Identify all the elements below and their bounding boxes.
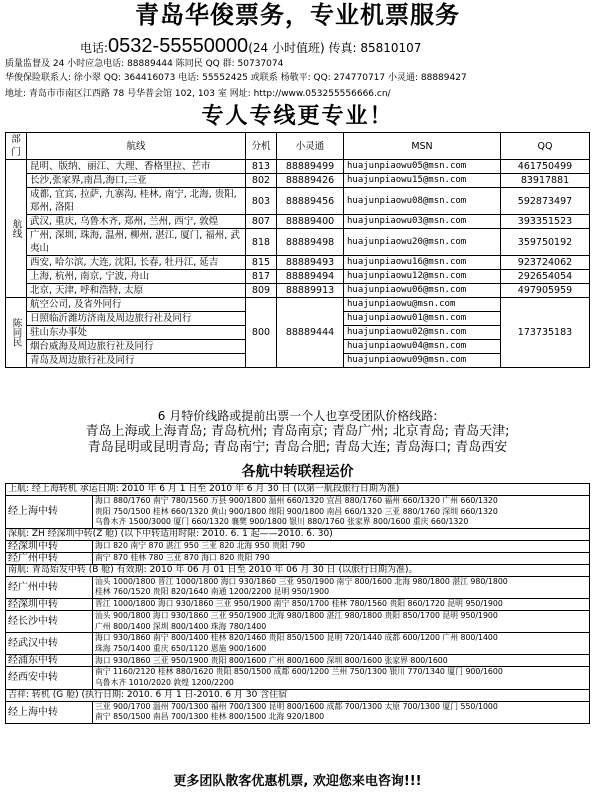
ext-cell: 802 — [246, 174, 277, 188]
fare-list — [93, 540, 590, 552]
msn-cell: huajunpiaowu16@msn.com — [344, 256, 501, 270]
fare-row — [6, 552, 590, 564]
route-cell: 武汉, 重庆, 乌鲁木齐, 郑州, 兰州, 西宁, 敦煌 — [27, 215, 246, 229]
col-qq: QQ — [501, 133, 590, 160]
table-row — [6, 215, 590, 229]
col-pas: 小灵通 — [277, 133, 344, 160]
route-cell: 昆明、版纳、丽江、大理、香格里拉、芒市 — [27, 160, 246, 174]
supervision-line: 质量监督及 24 小时应急电话: 88889444 陈同民 QQ 群: 50737074 — [5, 59, 284, 69]
qq-cell: 292654054 — [501, 270, 590, 284]
fare-line: 海口 880/1760 南宁 780/1560 万县 900/1800 温州 660/1320 宜昌 880/1760 福州 660/1320 广州 660/1320 — [95, 496, 498, 505]
qq-cell: 497905959 — [501, 284, 590, 298]
agency-msn-cell: huajunpiaowu@msn.com — [344, 298, 501, 312]
agency-route-cell: 青岛及周边旅行社及同行 — [27, 354, 246, 368]
fare-row — [6, 655, 590, 667]
page-title: 青岛华俊票务，专业机票服务 — [135, 1, 460, 29]
transfer-hub: 经深圳中转 — [6, 540, 93, 552]
msn-cell: huajunpiaowu06@msn.com — [344, 284, 501, 298]
fare-line: 贵阳 750/1500 桂林 660/1320 黄山 900/1800 绵阳 900/1800 南昌 660/1320 三亚 880/1760 深圳 660/1320 — [95, 506, 498, 516]
fare-line: 汕头 1000/1800 晋江 1000/1800 海口 930/1860 三亚 950/1900 南宁 800/1600 北海 980/1800 湛江 980/1800 — [95, 576, 508, 586]
col-dept: 部门 — [6, 133, 27, 160]
airline-header-row — [6, 564, 590, 576]
fare-list — [93, 576, 590, 598]
route-cell: 西安, 哈尔滨, 大连, 沈阳, 长春, 牡丹江, 延吉 — [27, 256, 246, 270]
pas-cell: 88889499 — [277, 160, 344, 174]
fare-row — [6, 610, 590, 632]
airline-header-row — [6, 689, 590, 701]
special-offer-intro: 6 月特价线路或提前出票一个人也享受团队价格线路: — [157, 409, 438, 423]
fare-row — [6, 667, 590, 689]
pas-cell: 88889400 — [277, 215, 344, 229]
fare-line: 广州 800/1400 深圳 800/1400 珠海 780/1400 — [95, 621, 267, 631]
fare-row — [6, 576, 590, 598]
airline-header-text: 南航: 青岛始发中转 (B 舱) 有效期: 2010 年 06 月 01 日至 2010 年 06 月 30 日 (以旅行日期为准)。 — [6, 564, 590, 576]
fare-row — [6, 496, 590, 529]
fare-row — [6, 598, 590, 610]
msn-cell: huajunpiaowu03@msn.com — [344, 215, 501, 229]
qq-cell: 393351523 — [501, 215, 590, 229]
transfer-section-title: 各航中转联程运价 — [241, 464, 354, 480]
airline-header-row — [6, 484, 590, 496]
agency-qq-cell: 173735183 — [501, 298, 590, 368]
pas-cell: 88889426 — [277, 174, 344, 188]
pas-cell: 88889913 — [277, 284, 344, 298]
fare-list — [93, 701, 590, 723]
fare-line: 三亚 900/1700 温州 700/1300 福州 700/1300 昆明 800/1600 成都 700/1300 太原 700/1300 厦门 550/1000 — [95, 701, 498, 711]
agency-route-cell: 日照临沂潍坊济南及周边旅行社及同行 — [27, 312, 246, 326]
ext-cell: 815 — [246, 256, 277, 270]
qq-cell: 359750192 — [501, 229, 590, 256]
table-row — [6, 298, 590, 312]
fare-line: 乌鲁木齐 1010/2020 敦煌 1200/2200 — [95, 677, 234, 687]
table-row — [6, 174, 590, 188]
phone-note: (24 小时值班) — [248, 41, 325, 55]
msn-cell: huajunpiaowu08@msn.com — [344, 188, 501, 215]
phone-number: 0532-55550000 — [108, 35, 249, 57]
dept-cell-agency: 陈同民 — [6, 298, 27, 368]
ext-cell: 807 — [246, 215, 277, 229]
transfer-hub: 经上海中转 — [6, 701, 93, 723]
transfer-hub: 经广州中转 — [6, 552, 93, 564]
fare-list — [93, 496, 590, 529]
table-row — [6, 229, 590, 256]
routes-table-header — [6, 133, 590, 160]
fare-line: 海口 820 南宁 870 湛江 950 三亚 820 北海 950 贵阳 790 — [95, 540, 306, 550]
fare-list — [93, 552, 590, 564]
agency-msn-cell: huajunpiaowu02@msn.com — [344, 326, 501, 340]
address-line: 地址: 青岛市市南区江西路 78 号华普会馆 102, 103 室 网址: http://www.053255556666.cn/ — [5, 89, 391, 99]
ext-cell: 817 — [246, 270, 277, 284]
airline-header-row — [6, 528, 590, 540]
transfer-hub: 经西安中转 — [6, 667, 93, 689]
agency-route-cell: 驻山东办事处 — [27, 326, 246, 340]
ext-cell: 803 — [246, 188, 277, 215]
agency-msn-cell: huajunpiaowu09@msn.com — [344, 354, 501, 368]
pas-cell: 88889494 — [277, 270, 344, 284]
fare-list — [93, 610, 590, 632]
fare-row — [6, 701, 590, 723]
qq-cell: 83917881 — [501, 174, 590, 188]
msn-cell: huajunpiaowu05@msn.com — [344, 160, 501, 174]
route-cell: 长沙,张家界,南昌,海口,三亚 — [27, 174, 246, 188]
fax-label: 传真: — [328, 41, 357, 55]
fare-line: 汕头 900/1800 海口 930/1860 三亚 950/1900 北海 980/1800 湛江 980/1800 贵阳 850/1700 昆明 950/1900 — [95, 610, 498, 620]
agency-msn-cell: huajunpiaowu04@msn.com — [344, 340, 501, 354]
route-cell: 广州, 深圳, 珠海, 温州, 柳州, 湛江, 厦门, 福州, 武夷山 — [27, 229, 246, 256]
agency-pas-cell: 88889444 — [277, 298, 344, 368]
route-cell: 上海, 杭州, 南京, 宁波, 舟山 — [27, 270, 246, 284]
ext-cell: 813 — [246, 160, 277, 174]
col-ext: 分机 — [246, 133, 277, 160]
special-offer-routes-1: 青岛上海或上海青岛; 青岛杭州; 青岛南京; 青岛广州; 北京青岛; 青岛天津; — [85, 424, 510, 439]
col-msn: MSN — [344, 133, 501, 160]
slogan: 专人专线更专业！ — [201, 104, 394, 129]
fare-list — [93, 598, 590, 610]
phone-line — [80, 36, 421, 58]
footer-message: 更多团队散客优惠机票, 欢迎您来电咨询!!! — [173, 774, 422, 789]
fare-line: 桂林 760/1520 贵阳 820/1640 南通 1200/2200 昆明 950/1900 — [95, 587, 330, 597]
fare-list — [93, 667, 590, 689]
fare-line: 南宁 870 桂林 780 三亚 870 海口 820 贵阳 790 — [95, 552, 270, 562]
table-row — [6, 160, 590, 174]
table-row — [6, 256, 590, 270]
qq-cell: 461750499 — [501, 160, 590, 174]
fare-list — [93, 633, 590, 655]
transfer-hub: 经广州中转 — [6, 576, 93, 598]
pas-cell: 88889493 — [277, 256, 344, 270]
fare-line: 珠海 750/1400 重庆 650/1120 恩施 900/1600 — [95, 643, 267, 653]
ext-cell: 809 — [246, 284, 277, 298]
fare-line: 南宁 850/1500 南昌 700/1300 桂林 800/1500 北海 920/1800 — [95, 712, 325, 722]
transfer-hub: 经武汉中转 — [6, 633, 93, 655]
agency-route-cell: 烟台威海及周边旅行社及同行 — [27, 340, 246, 354]
fare-line: 南宁 1160/2120 桂林 880/1620 贵阳 850/1500 成都 600/1200 兰州 750/1300 银川 770/1340 厦门 900/1600 — [95, 667, 503, 677]
ext-cell: 818 — [246, 229, 277, 256]
fare-row — [6, 633, 590, 655]
fare-line: 海口 930/1860 三亚 950/1900 贵阳 800/1600 广州 800/1600 深圳 800/1600 张家界 800/1600 — [95, 655, 448, 665]
table-row — [6, 188, 590, 215]
airline-header-text: 深航: ZH 经深圳中转(Z 舱) (以下中转适用时限: 2010. 6. 1 起——2010. 6. 30) — [6, 528, 590, 540]
transfer-hub: 经浦东中转 — [6, 655, 93, 667]
airline-header-text: 吉祥: 转机 (G 舱) (执行日期: 2010. 6 月 1 日-2010. 6 月 30 含住宿 — [6, 689, 590, 701]
agency-route-cell: 航空公司, 及省外同行 — [27, 298, 246, 312]
transfer-hub: 经长沙中转 — [6, 610, 93, 632]
qq-cell: 592873497 — [501, 188, 590, 215]
fare-line: 乌鲁木齐 1500/3000 厦门 660/1320 襄樊 900/1800 银川 880/1760 张家界 800/1600 重庆 660/1320 — [95, 517, 469, 527]
qq-cell: 923724062 — [501, 256, 590, 270]
col-route: 航线 — [27, 133, 246, 160]
fare-line: 海口 930/1860 南宁 800/1400 桂林 820/1460 贵阳 850/1500 昆明 720/1440 成都 600/1200 广州 800/1400 — [95, 633, 498, 643]
dept-cell-line: 航线 — [6, 160, 27, 298]
msn-cell: huajunpiaowu20@msn.com — [344, 229, 501, 256]
routes-table — [5, 132, 590, 368]
transfer-hub: 经上海中转 — [6, 496, 93, 529]
pas-cell: 88889498 — [277, 229, 344, 256]
fax-number: 85810107 — [360, 41, 422, 55]
phone-label: 电话: — [80, 41, 109, 55]
msn-cell: huajunpiaowu12@msn.com — [344, 270, 501, 284]
special-offer — [0, 408, 595, 456]
agency-msn-cell: huajunpiaowu01@msn.com — [344, 312, 501, 326]
airline-header-text: 上航: 经上海转机 承运日期: 2010 年 6 月 1 日至 2010 年 6 月 30 日 (以第一航段旅行日期为准) — [6, 484, 590, 496]
route-cell: 北京, 天津, 呼和浩特, 太原 — [27, 284, 246, 298]
transfer-hub: 经深圳中转 — [6, 598, 93, 610]
fare-row — [6, 540, 590, 552]
route-cell: 成都, 宜宾, 拉萨, 九寨沟, 桂林, 南宁, 北海, 贵阳, 郑州, 洛阳 — [27, 188, 246, 215]
insurance-contact-line: 华俊保险联系人: 徐小翠 QQ: 364416073 电话: 55552425 或联系 杨敬平: QQ: 274770717 小灵通: 88889427 — [5, 73, 467, 83]
msn-cell: huajunpiaowu15@msn.com — [344, 174, 501, 188]
fare-list — [93, 655, 590, 667]
transfer-fares-table — [5, 483, 590, 724]
pas-cell: 88889456 — [277, 188, 344, 215]
agency-ext-cell: 800 — [246, 298, 277, 368]
special-offer-routes-2: 青岛昆明或昆明青岛; 青岛南宁; 青岛合肥; 青岛大连; 青岛海口; 青岛西安 — [87, 440, 508, 455]
table-row — [6, 284, 590, 298]
fare-line: 晋江 1000/1800 海口 930/1860 三亚 950/1900 南宁 850/1700 桂林 780/1560 贵阳 860/1720 昆明 950/1900 — [95, 599, 503, 609]
table-row — [6, 270, 590, 284]
